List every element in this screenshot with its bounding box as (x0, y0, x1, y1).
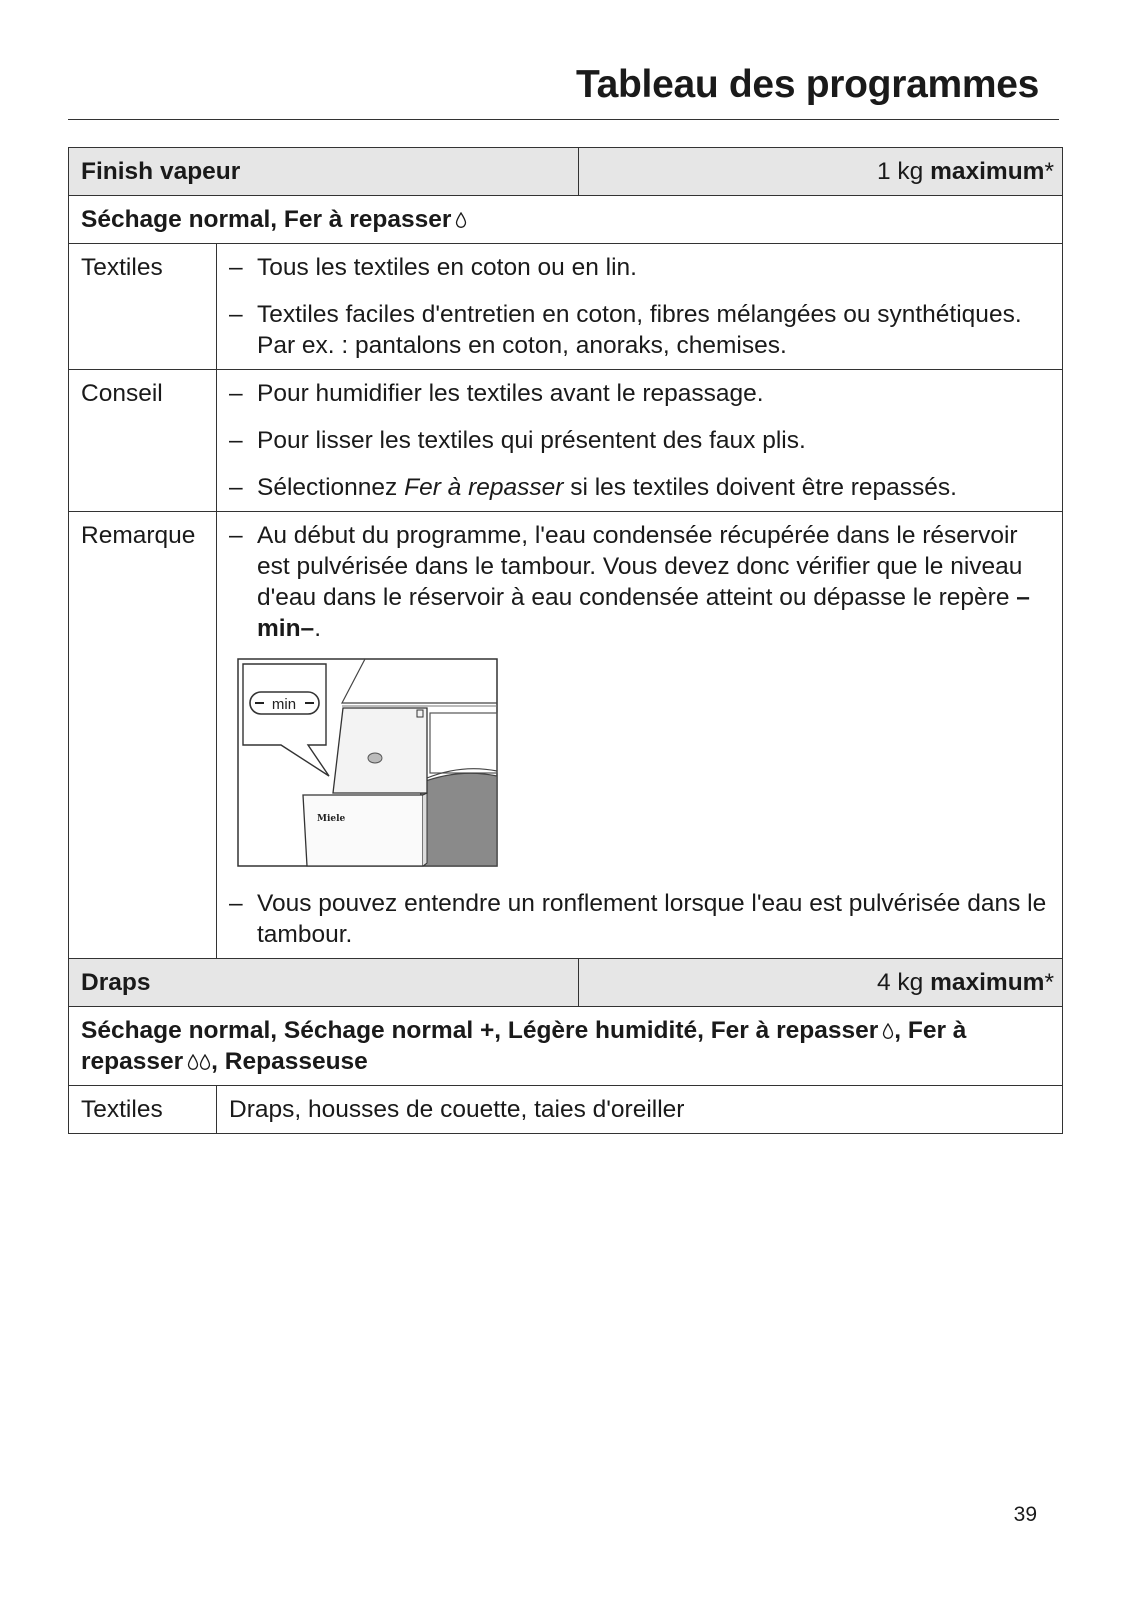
capacity-unit: maximum (930, 158, 1045, 185)
dryer-door (420, 773, 497, 866)
remarque-row (69, 512, 1063, 959)
capacity-unit: maximum (930, 969, 1045, 996)
row-content: Draps, housses de couette, taies d'oreiller (217, 1086, 1063, 1134)
condensate-drawer (333, 708, 427, 793)
program-modes-row (69, 1007, 1063, 1086)
drawer-front (303, 795, 423, 866)
row-label: Remarque (69, 512, 217, 959)
text-segment: si les textiles doivent être repassés. (563, 474, 957, 501)
double-water-drop-icon (187, 1054, 211, 1070)
item-text (257, 472, 1050, 503)
item-text: Pour humidifier les textiles avant le repassage. (257, 380, 764, 407)
list-item (229, 378, 1050, 409)
title-divider (68, 119, 1059, 120)
condensate-container-illustration (237, 658, 499, 868)
program-capacity (579, 959, 1063, 1007)
min-marker-text: –min– (257, 584, 1030, 642)
textiles-row (69, 244, 1063, 370)
water-drop-icon (882, 1023, 894, 1039)
item-text (257, 520, 1050, 644)
list-item (229, 888, 1050, 950)
page-title: Tableau des programmes (576, 63, 1039, 106)
dash: – (229, 474, 243, 501)
mode-name-emphasis: Fer à repasser (404, 474, 564, 501)
text-segment: Au début du programme, l'eau condensée récupérée dans le réservoir est pulvérisée dans le tambour. Vous devez donc vérifier que le niveau d'eau dans le réservoir à eau condensée atteint ou dépasse le repère (257, 522, 1023, 611)
dash: – (229, 301, 243, 328)
program-table (68, 147, 1063, 1134)
brand-label: Miele (317, 814, 346, 824)
item-text: Textiles faciles d'entretien en coton, fibres mélangées ou synthétiques. Par ex. : pantalons en coton, anoraks, chemises. (257, 301, 1022, 359)
program-header-finish-vapeur (69, 148, 1063, 196)
list-item (229, 520, 1050, 644)
program-modes (69, 1007, 1063, 1086)
item-text: Tous les textiles en coton ou en lin. (257, 254, 637, 281)
textiles-row (69, 1086, 1063, 1134)
row-content (217, 512, 1063, 959)
program-modes (69, 196, 1063, 244)
capacity-value: 4 kg (876, 969, 924, 996)
text-segment: Sélectionnez (257, 474, 405, 501)
list-item (229, 252, 1050, 283)
row-label: Textiles (69, 244, 217, 370)
list-item (229, 425, 1050, 456)
list-item (229, 472, 1050, 503)
dash: – (229, 890, 243, 917)
item-text: Pour lisser les textiles qui présentent des faux plis. (257, 427, 806, 454)
modes-text: Séchage normal, Fer à repasser (81, 206, 452, 233)
conseil-row (69, 370, 1063, 512)
min-marker-label: min (271, 696, 297, 713)
program-capacity (579, 148, 1063, 196)
dash: – (229, 380, 243, 407)
dash: – (229, 254, 243, 281)
dash: – (229, 427, 243, 454)
dash: – (229, 522, 243, 549)
capacity-footnote-mark: * (1044, 158, 1054, 185)
row-label: Textiles (69, 1086, 217, 1134)
program-header-draps (69, 959, 1063, 1007)
row-content (217, 370, 1063, 512)
modes-text: , Repasseuse (211, 1048, 368, 1075)
list-item (229, 299, 1050, 361)
row-content (217, 244, 1063, 370)
capacity-footnote-mark: * (1044, 969, 1054, 996)
modes-text: Séchage normal, Séchage normal +, Légère humidité, Fer à repasser (81, 1017, 879, 1044)
program-name: Draps (69, 959, 579, 1007)
item-text: Vous pouvez entendre un ronflement lorsque l'eau est pulvérisée dans le tambour. (257, 890, 1047, 948)
text-segment: . (314, 615, 321, 642)
page-number: 39 (1013, 1503, 1037, 1526)
program-name: Finish vapeur (69, 148, 579, 196)
drawer-side (423, 793, 427, 866)
program-modes-row (69, 196, 1063, 244)
row-label: Conseil (69, 370, 217, 512)
water-drop-icon (455, 212, 467, 228)
drawer-button (368, 753, 382, 763)
modes-text: , Fer à repasser (81, 1017, 967, 1075)
capacity-value: 1 kg (876, 158, 924, 185)
